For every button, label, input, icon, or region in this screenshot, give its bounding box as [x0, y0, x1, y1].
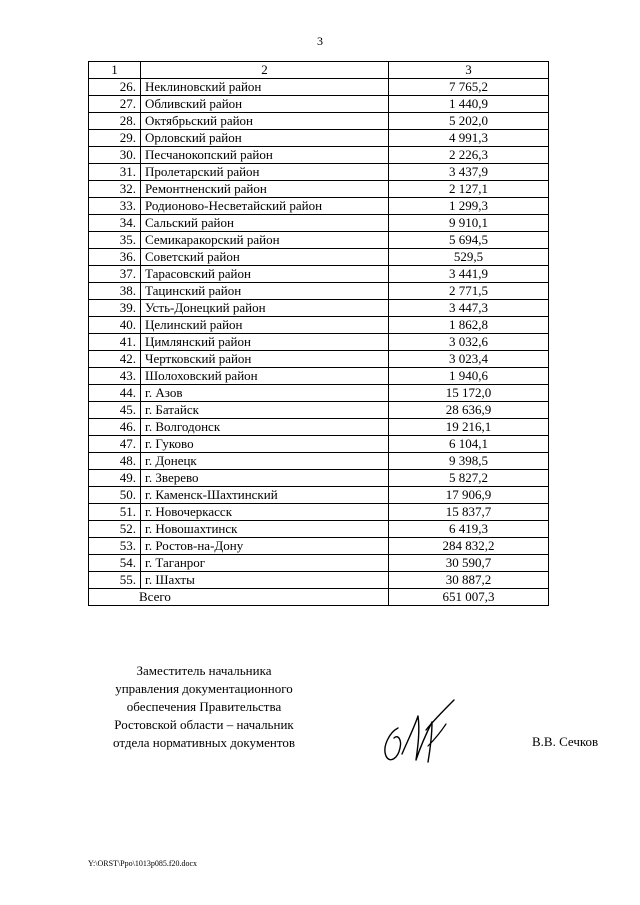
row-number: 50. — [89, 487, 141, 504]
row-number: 26. — [89, 79, 141, 96]
district-name: Усть-Донецкий район — [141, 300, 389, 317]
district-name: Обливский район — [141, 96, 389, 113]
table-row — [89, 266, 549, 283]
district-name: г. Таганрог — [141, 555, 389, 572]
amount-value: 6 419,3 — [389, 521, 549, 538]
district-name: Тацинский район — [141, 283, 389, 300]
page-number: 3 — [317, 34, 323, 48]
amount-value: 9 398,5 — [389, 453, 549, 470]
table-row — [89, 130, 549, 147]
table-row — [89, 232, 549, 249]
table-row — [89, 215, 549, 232]
amount-value: 9 910,1 — [389, 215, 549, 232]
amount-value: 2 771,5 — [389, 283, 549, 300]
district-name: г. Ростов-на-Дону — [141, 538, 389, 555]
amount-value: 3 032,6 — [389, 334, 549, 351]
total-label: Всего — [89, 589, 389, 606]
amount-value: 15 172,0 — [389, 385, 549, 402]
row-number: 35. — [89, 232, 141, 249]
row-number: 34. — [89, 215, 141, 232]
district-name: Октябрьский район — [141, 113, 389, 130]
amount-value: 19 216,1 — [389, 419, 549, 436]
row-number: 40. — [89, 317, 141, 334]
district-name: Шолоховский район — [141, 368, 389, 385]
amount-value: 7 765,2 — [389, 79, 549, 96]
row-number: 49. — [89, 470, 141, 487]
row-number: 29. — [89, 130, 141, 147]
table-row — [89, 538, 549, 555]
total-value: 651 007,3 — [389, 589, 549, 606]
table-row — [89, 436, 549, 453]
district-name: Родионово-Несветайский район — [141, 198, 389, 215]
table-row — [89, 283, 549, 300]
table-row — [89, 402, 549, 419]
total-row — [89, 589, 549, 606]
row-number: 44. — [89, 385, 141, 402]
signature-block — [90, 662, 318, 752]
amount-value: 3 447,3 — [389, 300, 549, 317]
district-name: г. Каменск-Шахтинский — [141, 487, 389, 504]
district-name: г. Гуково — [141, 436, 389, 453]
amount-value: 30 590,7 — [389, 555, 549, 572]
amount-value: 30 887,2 — [389, 572, 549, 589]
district-name: Ремонтненский район — [141, 181, 389, 198]
column-header-1: 1 — [89, 62, 141, 79]
row-number: 53. — [89, 538, 141, 555]
district-name: г. Донецк — [141, 453, 389, 470]
table-row — [89, 487, 549, 504]
row-number: 51. — [89, 504, 141, 521]
row-number: 43. — [89, 368, 141, 385]
table-row — [89, 351, 549, 368]
row-number: 27. — [89, 96, 141, 113]
amount-value: 1 299,3 — [389, 198, 549, 215]
row-number: 55. — [89, 572, 141, 589]
district-name: Советский район — [141, 249, 389, 266]
district-name: Песчанокопский район — [141, 147, 389, 164]
table-body — [89, 79, 549, 589]
amount-value: 5 202,0 — [389, 113, 549, 130]
amount-value: 15 837,7 — [389, 504, 549, 521]
table-header-row — [89, 62, 549, 79]
amount-value: 3 023,4 — [389, 351, 549, 368]
amount-value: 6 104,1 — [389, 436, 549, 453]
district-name: г. Новошахтинск — [141, 521, 389, 538]
table-row — [89, 521, 549, 538]
table-row — [89, 504, 549, 521]
table-row — [89, 181, 549, 198]
amount-value: 2 226,3 — [389, 147, 549, 164]
row-number: 39. — [89, 300, 141, 317]
signatory-title-line: управления документационного — [115, 681, 293, 696]
row-number: 46. — [89, 419, 141, 436]
amount-value: 28 636,9 — [389, 402, 549, 419]
row-number: 41. — [89, 334, 141, 351]
signatory-title-line: обеспечения Правительства — [126, 699, 282, 714]
table-row — [89, 147, 549, 164]
amount-value: 5 694,5 — [389, 232, 549, 249]
row-number: 33. — [89, 198, 141, 215]
row-number: 38. — [89, 283, 141, 300]
signatory-title-line: отдела нормативных документов — [113, 735, 295, 750]
table-row — [89, 96, 549, 113]
table-row — [89, 198, 549, 215]
row-number: 28. — [89, 113, 141, 130]
amount-value: 529,5 — [389, 249, 549, 266]
row-number: 36. — [89, 249, 141, 266]
table-row — [89, 249, 549, 266]
amount-value: 5 827,2 — [389, 470, 549, 487]
table-row — [89, 453, 549, 470]
row-number: 48. — [89, 453, 141, 470]
table-row — [89, 572, 549, 589]
district-name: г. Батайск — [141, 402, 389, 419]
table-row — [89, 79, 549, 96]
amount-value: 3 441,9 — [389, 266, 549, 283]
row-number: 37. — [89, 266, 141, 283]
table-row — [89, 317, 549, 334]
signatory-title-line: Заместитель начальника — [136, 663, 272, 678]
table-row — [89, 334, 549, 351]
amount-value: 1 862,8 — [389, 317, 549, 334]
table-row — [89, 419, 549, 436]
district-name: г. Волгодонск — [141, 419, 389, 436]
district-name: Тарасовский район — [141, 266, 389, 283]
column-header-2: 2 — [141, 62, 389, 79]
district-name: Чертковский район — [141, 351, 389, 368]
data-table — [88, 61, 549, 606]
row-number: 32. — [89, 181, 141, 198]
district-name: Целинский район — [141, 317, 389, 334]
amount-value: 1 440,9 — [389, 96, 549, 113]
district-name: г. Зверево — [141, 470, 389, 487]
amount-value: 4 991,3 — [389, 130, 549, 147]
amount-value: 17 906,9 — [389, 487, 549, 504]
handwritten-signature — [368, 690, 468, 770]
district-name: Неклиновский район — [141, 79, 389, 96]
table-row — [89, 164, 549, 181]
district-name: г. Шахты — [141, 572, 389, 589]
amount-value: 3 437,9 — [389, 164, 549, 181]
amount-value: 284 832,2 — [389, 538, 549, 555]
column-header-3: 3 — [389, 62, 549, 79]
row-number: 47. — [89, 436, 141, 453]
table-row — [89, 385, 549, 402]
file-path: Y:\ORST\Ppo\1013p085.f20.docx — [88, 859, 198, 868]
row-number: 54. — [89, 555, 141, 572]
district-name: г. Новочеркасск — [141, 504, 389, 521]
signer-name: В.В. Сечков — [532, 734, 599, 749]
row-number: 52. — [89, 521, 141, 538]
table-row — [89, 470, 549, 487]
amount-value: 2 127,1 — [389, 181, 549, 198]
amount-value: 1 940,6 — [389, 368, 549, 385]
table-row — [89, 113, 549, 130]
table-row — [89, 368, 549, 385]
table-row — [89, 300, 549, 317]
signatory-title-line: Ростовской области – начальник — [114, 717, 294, 732]
district-name: Пролетарский район — [141, 164, 389, 181]
table-row — [89, 555, 549, 572]
district-name: Сальский район — [141, 215, 389, 232]
district-name: Орловский район — [141, 130, 389, 147]
district-name: Семикаракорский район — [141, 232, 389, 249]
row-number: 30. — [89, 147, 141, 164]
row-number: 31. — [89, 164, 141, 181]
row-number: 45. — [89, 402, 141, 419]
row-number: 42. — [89, 351, 141, 368]
district-name: г. Азов — [141, 385, 389, 402]
district-name: Цимлянский район — [141, 334, 389, 351]
